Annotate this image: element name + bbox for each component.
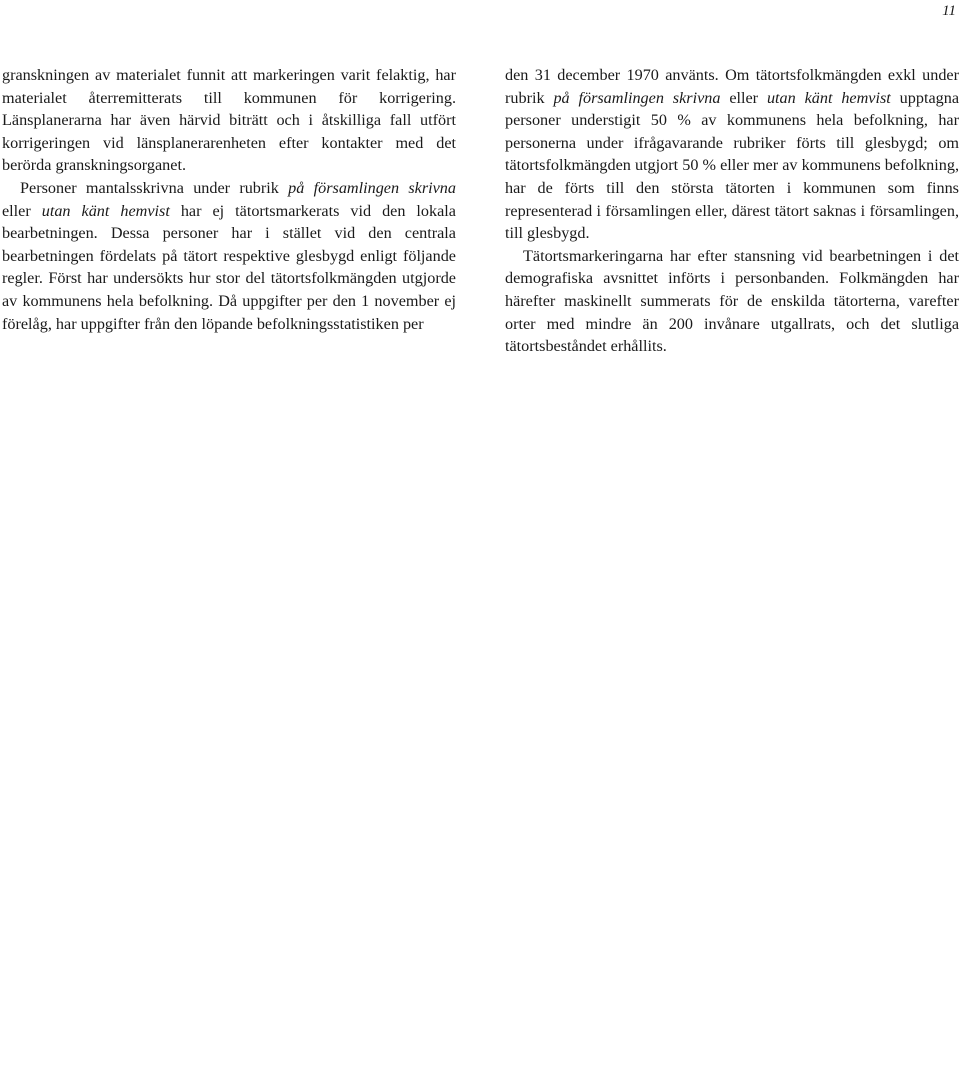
- right-paragraph-2: Tätortsmarkeringarna har efter stansning vid bearbetningen i det demografiska avsnittet införts i personbanden. Folkmängden har härefter maskinellt summerats för de enskilda tätorterna, varefter orter med mindre än 200 invånare utgallrats, och det slutliga tätortsbeståndet erhållits.: [505, 246, 959, 356]
- left-p2-text-e: har ej tätortsmarkerats vid den lokala bearbetningen. Dessa personer har i stället vid den centrala bearbetningen fördelats på tätort respektive glesbygd enligt följande regler. Först har undersökts hur stor del tätortsfolkmängden utgjorde av kommunens hela befolkning. Då uppgifter per den 1 november ej förelåg, har uppgifter från den löpande befolkningsstatistiken per: [2, 201, 456, 333]
- right-paragraph-1: [505, 64, 959, 245]
- left-paragraph-2: [2, 177, 456, 335]
- left-column: [2, 64, 456, 335]
- left-p2-italic-rubric: på församlingen skrivna: [288, 178, 456, 197]
- right-p1-text-a: den 31 december 1970 använts. Om tätortsfolkmängden exkl under rubrik: [505, 66, 959, 107]
- right-p1-italic-hemvist: utan känt hemvist: [766, 88, 891, 107]
- right-p1-text-c: eller: [720, 88, 767, 107]
- right-p1-italic-rubric: på församlingen skrivna: [553, 88, 721, 107]
- right-column: [505, 64, 959, 358]
- left-p2-text-a: Personer mantalsskrivna under rubrik: [20, 178, 289, 197]
- page-number: 11: [942, 3, 956, 19]
- right-p1-text-e: upptagna personer understigit 50 % av kommunens hela befolkning, har personerna under ifrågavarande rubriker förts till glesbygd; om tätortsfolkmängden utgjort 50 % eller mer av kommunens befolkning, har de förts till den största tätorten i kommunen som finns representerad i församlingen eller, därest tätort saknas i församlingen, till glesbygd.: [505, 88, 959, 243]
- left-p2-text-c: eller: [2, 201, 42, 220]
- left-paragraph-1: granskningen av materialet funnit att markeringen varit felaktig, har materialet återremitterats till kommunen för korrigering. Länsplanerarna har även härvid biträtt och i åtskilliga fall utfört korrigeringen vid länsplanerarenheten efter kontakter med det berörda granskningsorganet.: [2, 66, 456, 175]
- left-p2-italic-hemvist: utan känt hemvist: [41, 201, 170, 220]
